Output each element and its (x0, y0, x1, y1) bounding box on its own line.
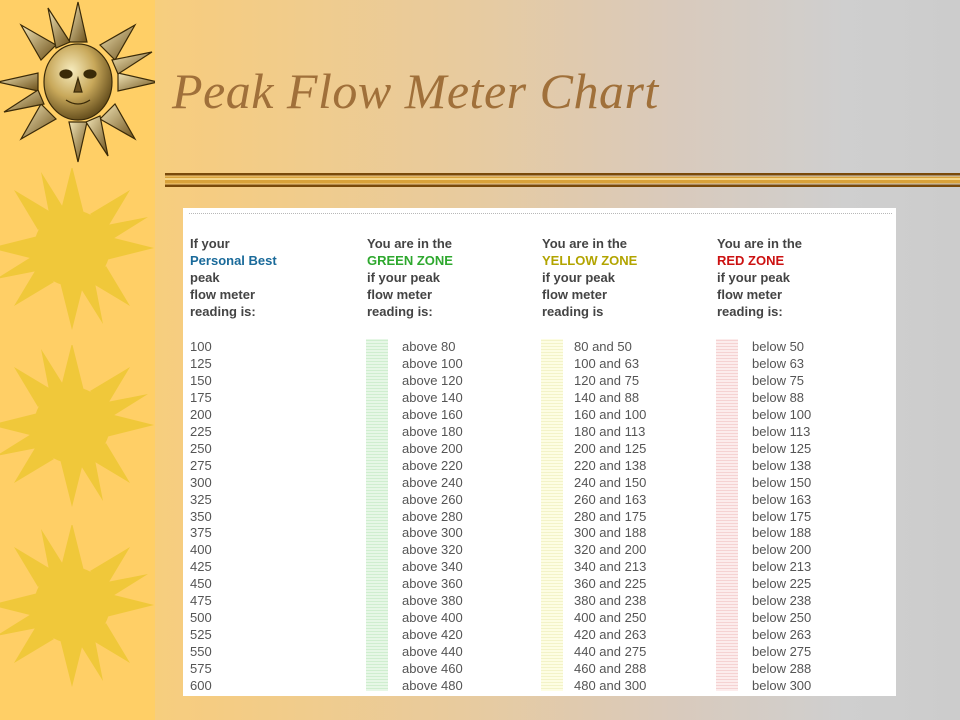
header-line: if your peak (367, 270, 440, 285)
header-line: flow meter (542, 287, 608, 302)
table-cell: 480 and 300 (574, 678, 647, 694)
table-cell: 300 (190, 474, 212, 490)
header-line: if your peak (542, 270, 615, 285)
table-cell: 140 and 88 (574, 389, 640, 405)
table-cell: 100 and 63 (574, 355, 640, 371)
table-cell: 100 (190, 339, 212, 354)
sun-icon (0, 525, 155, 690)
table-cell: above 140 (402, 389, 463, 405)
header-line: reading is: (190, 304, 256, 319)
table-cell: 550 (190, 644, 212, 660)
table-cell: 350 (190, 508, 212, 524)
table-cell: 375 (190, 525, 212, 541)
table-cell: above 160 (402, 406, 463, 422)
table-cell: below 63 (752, 355, 805, 371)
table-cell: above 120 (402, 372, 463, 388)
table-cell: 175 (190, 389, 212, 405)
table-cell: 400 and 250 (574, 610, 647, 626)
table-cell: above 220 (402, 457, 463, 473)
table-cell: 575 (190, 661, 212, 677)
table-cell: above 300 (402, 525, 463, 541)
table-cell: 440 and 275 (574, 644, 647, 660)
table-cell: below 213 (752, 559, 812, 575)
header-highlight-red-zone: RED ZONE (717, 253, 785, 268)
table-cell: 600 (190, 678, 212, 694)
header-line: flow meter (717, 287, 783, 302)
table-cell: below 50 (752, 339, 805, 354)
yellow-zone-column (574, 339, 646, 695)
header-line: if your peak (717, 270, 790, 285)
red-zone-column (752, 339, 811, 695)
header-green-zone (367, 235, 453, 320)
table-cell: below 288 (752, 661, 812, 677)
table-cell: above 260 (402, 491, 463, 507)
header-line: You are in the (717, 236, 802, 251)
table-cell: 420 and 263 (574, 627, 647, 643)
table-cell: above 480 (402, 678, 463, 694)
table-cell: above 100 (402, 355, 463, 371)
header-line: reading is: (367, 304, 433, 319)
table-cell: 425 (190, 559, 212, 575)
table-cell: below 125 (752, 440, 812, 456)
header-line: If your (190, 236, 230, 251)
table-cell: below 188 (752, 525, 812, 541)
table-cell: above 400 (402, 610, 463, 626)
table-cell: below 275 (752, 644, 812, 660)
table-cell: below 150 (752, 474, 812, 490)
red-zone-swatch (716, 339, 738, 691)
table-cell: 120 and 75 (574, 372, 640, 388)
table-cell: 260 and 163 (574, 491, 647, 507)
table-cell: 80 and 50 (574, 339, 632, 354)
header-line: reading is (542, 304, 604, 319)
header-line: reading is: (717, 304, 783, 319)
table-cell: below 263 (752, 627, 812, 643)
table-cell: above 80 (402, 339, 456, 354)
table-cell: below 113 (752, 423, 811, 439)
header-personal-best (190, 235, 277, 320)
header-line: flow meter (190, 287, 256, 302)
table-cell: above 200 (402, 440, 463, 456)
table-cell: below 75 (752, 372, 805, 388)
table-cell: 240 and 150 (574, 474, 647, 490)
table-cell: 500 (190, 610, 212, 626)
table-cell: below 175 (752, 508, 812, 524)
sun-icon (0, 345, 155, 510)
table-cell: 200 and 125 (574, 440, 647, 456)
table-cell: below 138 (752, 457, 812, 473)
header-line: You are in the (542, 236, 627, 251)
table-cell: below 250 (752, 610, 812, 626)
table-cell: above 360 (402, 576, 463, 592)
header-highlight-personal-best: Personal Best (190, 253, 277, 268)
table-cell: above 280 (402, 508, 463, 524)
table-cell: 225 (190, 423, 212, 439)
header-line: flow meter (367, 287, 433, 302)
header-highlight-yellow-zone: YELLOW ZONE (542, 253, 638, 268)
table-cell: 275 (190, 457, 212, 473)
table-cell: 160 and 100 (574, 406, 647, 422)
table-cell: 475 (190, 593, 212, 609)
table-cell: 125 (190, 355, 212, 371)
table-cell: 340 and 213 (574, 559, 647, 575)
peak-flow-table (183, 208, 896, 696)
sun-face-icon (0, 0, 155, 165)
table-cell: above 420 (402, 627, 463, 643)
slide-title: Peak Flow Meter Chart (172, 63, 659, 119)
table-cell: 400 (190, 542, 212, 558)
header-highlight-green-zone: GREEN ZONE (367, 253, 453, 268)
table-cell: above 340 (402, 559, 463, 575)
green-zone-column (402, 339, 463, 695)
table-cell: above 460 (402, 661, 463, 677)
personal-best-column (190, 339, 212, 695)
table-cell: 380 and 238 (574, 593, 647, 609)
title-divider (165, 172, 960, 188)
table-cell: above 180 (402, 423, 463, 439)
table-cell: 325 (190, 491, 212, 507)
table-cell: below 88 (752, 389, 805, 405)
table-cell: 150 (190, 372, 212, 388)
table-cell: 320 and 200 (574, 542, 647, 558)
table-cell: below 100 (752, 406, 812, 422)
table-cell: 250 (190, 440, 212, 456)
table-cell: 280 and 175 (574, 508, 647, 524)
header-line: You are in the (367, 236, 452, 251)
header-line: peak (190, 270, 220, 285)
table-cell: below 200 (752, 542, 812, 558)
table-cell: 300 and 188 (574, 525, 647, 541)
table-cell: 200 (190, 406, 212, 422)
table-cell: above 240 (402, 474, 463, 490)
table-cell: 460 and 288 (574, 661, 647, 677)
table-cell: below 238 (752, 593, 812, 609)
header-red-zone (717, 235, 802, 320)
sun-icon (0, 168, 155, 333)
table-cell: below 300 (752, 678, 812, 694)
dotted-divider (189, 213, 892, 214)
table-cell: above 440 (402, 644, 463, 660)
table-cell: above 320 (402, 542, 463, 558)
table-cell: 220 and 138 (574, 457, 647, 473)
table-cell: 525 (190, 627, 212, 643)
table-cell: 450 (190, 576, 212, 592)
table-cell: below 225 (752, 576, 812, 592)
table-cell: 180 and 113 (574, 423, 646, 439)
green-zone-swatch (366, 339, 388, 691)
header-yellow-zone (542, 235, 637, 320)
yellow-zone-swatch (541, 339, 563, 691)
table-cell: above 380 (402, 593, 463, 609)
table-cell: below 163 (752, 491, 812, 507)
table-cell: 360 and 225 (574, 576, 647, 592)
